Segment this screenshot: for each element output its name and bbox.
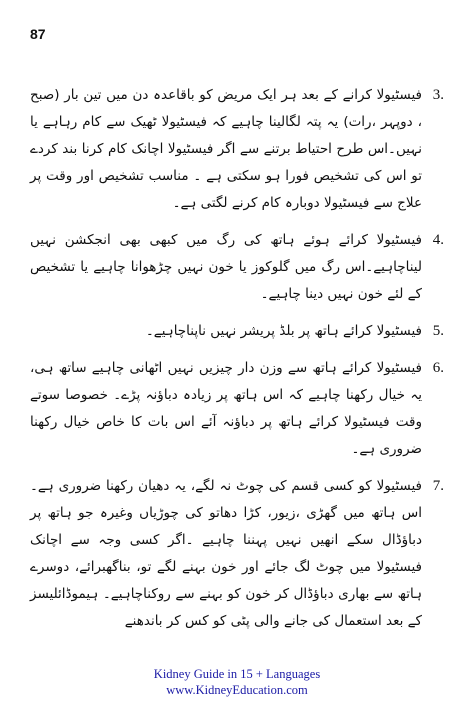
item-text: فیسٹیولا کرائے ہوئے ہاتھ کی رگ میں کبھی بھی انجکشن نہیں لیناچاہیے۔اس رگ میں گلوکوز یا خون نہیں چڑھوانا چاہیے یا تشخیص کے لئے خون نہیں دینا چاہیے۔ <box>30 232 422 302</box>
footer-title: Kidney Guide in 15 + Languages <box>153 667 321 681</box>
item-number: 6. <box>432 360 444 376</box>
item-text: فیسٹیولا کرائے ہاتھ سے وزن دار چیزیں نہیں اٹھانی چاہیے ساتھ ہی، یہ خیال رکھنا چاہیے کہ اس ہاتھ پر زیادہ دباؤنہ پڑے۔ خصوصا سوتے وقت فیسٹیولا کرائے ہاتھ پر دباؤنہ آئے اس بات کا خاص خیال رکھنا ضروری ہے۔ <box>30 360 422 457</box>
item-text: فیسٹیولا کو کسی قسم کی چوٹ نہ لگے، یہ دھیان رکھنا ضروری ہے۔اس ہاتھ میں گھڑی ،زیور، کڑا دھاتو کی چوڑیاں وغیرہ جو ہاتھ پر دباؤڈال سکے انھیں نہیں پہننا چاہیے ۔اگر کسی وجہ سے اچانک فیسٹیولا میں چوٹ لگ جائے اور خون بہنے لگے تو، بناگھبرائے، دوسرے ہاتھ سے بھاری دباؤڈال کر خون کو بہنے سے روکناچاہیے۔ ہیموڈائلیسز کے بعد استعمال کی جانے والی پٹی کو کس کر باندھنے <box>30 478 422 629</box>
list-item <box>30 318 444 345</box>
list-item <box>30 473 444 635</box>
list-item <box>30 355 444 463</box>
numbered-list <box>30 82 444 645</box>
list-item <box>30 227 444 308</box>
item-text: فیسٹیولا کرائے ہاتھ پر بلڈ پریشر نہیں ناپناچاہیے۔ <box>145 323 422 339</box>
item-text: فیسٹیولا کرانے کے بعد ہر ایک مریض کو باقاعدہ دن میں تین بار (صبح ، دوپہر ،رات) یہ پتہ لگالینا چاہیے کہ فیسٹیولا ٹھیک سے کام رہاہے یا نہیں۔اس طرح احتیاط برتنے سے اگر فیسٹیولا اچانک کام کرنا بند کردے تو اس کی تشخیص فورا ہو سکتی ہے ۔ مناسب تشخیص اور وقت پر علاج سے فیسٹیولا دوبارہ کام کرنے لگتی ہے۔ <box>30 87 422 211</box>
page-footer <box>0 666 474 698</box>
item-number: 7. <box>432 478 444 494</box>
list-item <box>30 82 444 217</box>
item-number: 4. <box>432 232 444 248</box>
footer-link[interactable]: www.KidneyEducation.com <box>166 683 308 697</box>
page-number: 87 <box>30 26 46 42</box>
item-number: 5. <box>432 323 444 339</box>
item-number: 3. <box>432 87 444 103</box>
